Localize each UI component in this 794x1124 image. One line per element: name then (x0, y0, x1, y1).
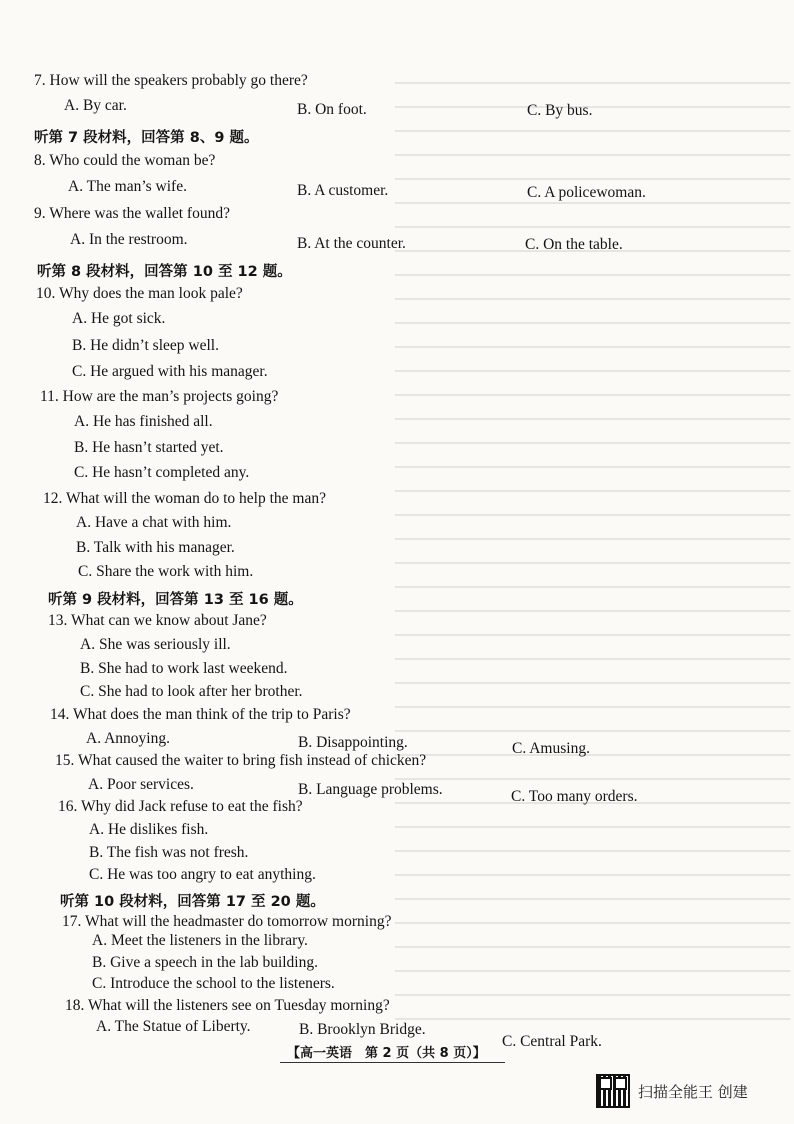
q13-option-c: C. She had to look after her brother. (80, 683, 303, 700)
section-7-heading: 听第 7 段材料，回答第 8、9 题。 (34, 130, 259, 146)
section-8-heading: 听第 8 段材料，回答第 10 至 12 题。 (37, 264, 292, 280)
q7-option-b: B. On foot. (297, 101, 367, 118)
bleed-through-background (395, 60, 790, 1060)
question-17: 17. What will the headmaster do tomorrow morning? (62, 913, 392, 930)
question-9: 9. Where was the wallet found? (34, 205, 230, 222)
q11-option-b: B. He hasn’t started yet. (74, 439, 224, 456)
q9-option-b: B. At the counter. (297, 235, 406, 252)
q17-option-b: B. Give a speech in the lab building. (92, 954, 318, 971)
question-8: 8. Who could the woman be? (34, 152, 216, 169)
q16-option-a: A. He dislikes fish. (89, 821, 209, 838)
question-16: 16. Why did Jack refuse to eat the fish? (58, 798, 303, 815)
q9-option-a: A. In the restroom. (70, 231, 188, 248)
q11-option-a: A. He has finished all. (74, 413, 213, 430)
question-18: 18. What will the listeners see on Tuesday morning? (65, 997, 390, 1014)
scanner-label: 扫描全能王 创建 (638, 1082, 748, 1101)
q8-option-c: C. A policewoman. (527, 184, 646, 201)
question-10: 10. Why does the man look pale? (36, 285, 243, 302)
q8-option-a: A. The man’s wife. (68, 178, 187, 195)
q12-option-c: C. Share the work with him. (78, 563, 254, 580)
scanner-watermark (596, 1074, 748, 1108)
q8-option-b: B. A customer. (297, 182, 389, 199)
question-12: 12. What will the woman do to help the man? (43, 490, 326, 507)
q15-option-c: C. Too many orders. (511, 788, 638, 805)
q10-option-c: C. He argued with his manager. (72, 363, 268, 380)
q17-option-c: C. Introduce the school to the listeners. (92, 975, 335, 992)
question-15: 15. What caused the waiter to bring fish instead of chicken? (55, 752, 427, 769)
q15-option-a: A. Poor services. (88, 776, 194, 793)
footer-rule (280, 1062, 505, 1063)
question-11: 11. How are the man’s projects going? (40, 388, 279, 405)
qr-code-icon (596, 1074, 630, 1108)
question-14: 14. What does the man think of the trip to Paris? (50, 706, 351, 723)
q17-option-a: A. Meet the listeners in the library. (92, 932, 308, 949)
section-9-heading: 听第 9 段材料，回答第 13 至 16 题。 (48, 592, 303, 608)
q16-option-c: C. He was too angry to eat anything. (89, 866, 316, 883)
q9-option-c: C. On the table. (525, 236, 623, 253)
q7-option-c: C. By bus. (527, 102, 593, 119)
q14-option-a: A. Annoying. (86, 730, 170, 747)
q18-option-b: B. Brooklyn Bridge. (299, 1021, 426, 1038)
question-13: 13. What can we know about Jane? (48, 612, 267, 629)
q12-option-a: A. Have a chat with him. (76, 514, 232, 531)
q13-option-a: A. She was seriously ill. (80, 636, 231, 653)
q12-option-b: B. Talk with his manager. (76, 539, 235, 556)
q10-option-a: A. He got sick. (72, 310, 166, 327)
page-footer: 【高一英语 第 2 页（共 8 页）】 (287, 1046, 486, 1061)
section-10-heading: 听第 10 段材料，回答第 17 至 20 题。 (60, 894, 325, 910)
q14-option-b: B. Disappointing. (298, 734, 408, 751)
q13-option-b: B. She had to work last weekend. (80, 660, 288, 677)
q7-option-a: A. By car. (64, 97, 127, 114)
question-7: 7. How will the speakers probably go there? (34, 72, 308, 89)
q18-option-a: A. The Statue of Liberty. (96, 1018, 251, 1035)
q11-option-c: C. He hasn’t completed any. (74, 464, 250, 481)
q16-option-b: B. The fish was not fresh. (89, 844, 249, 861)
q10-option-b: B. He didn’t sleep well. (72, 337, 219, 354)
q18-option-c: C. Central Park. (502, 1033, 602, 1050)
q15-option-b: B. Language problems. (298, 781, 443, 798)
q14-option-c: C. Amusing. (512, 740, 590, 757)
